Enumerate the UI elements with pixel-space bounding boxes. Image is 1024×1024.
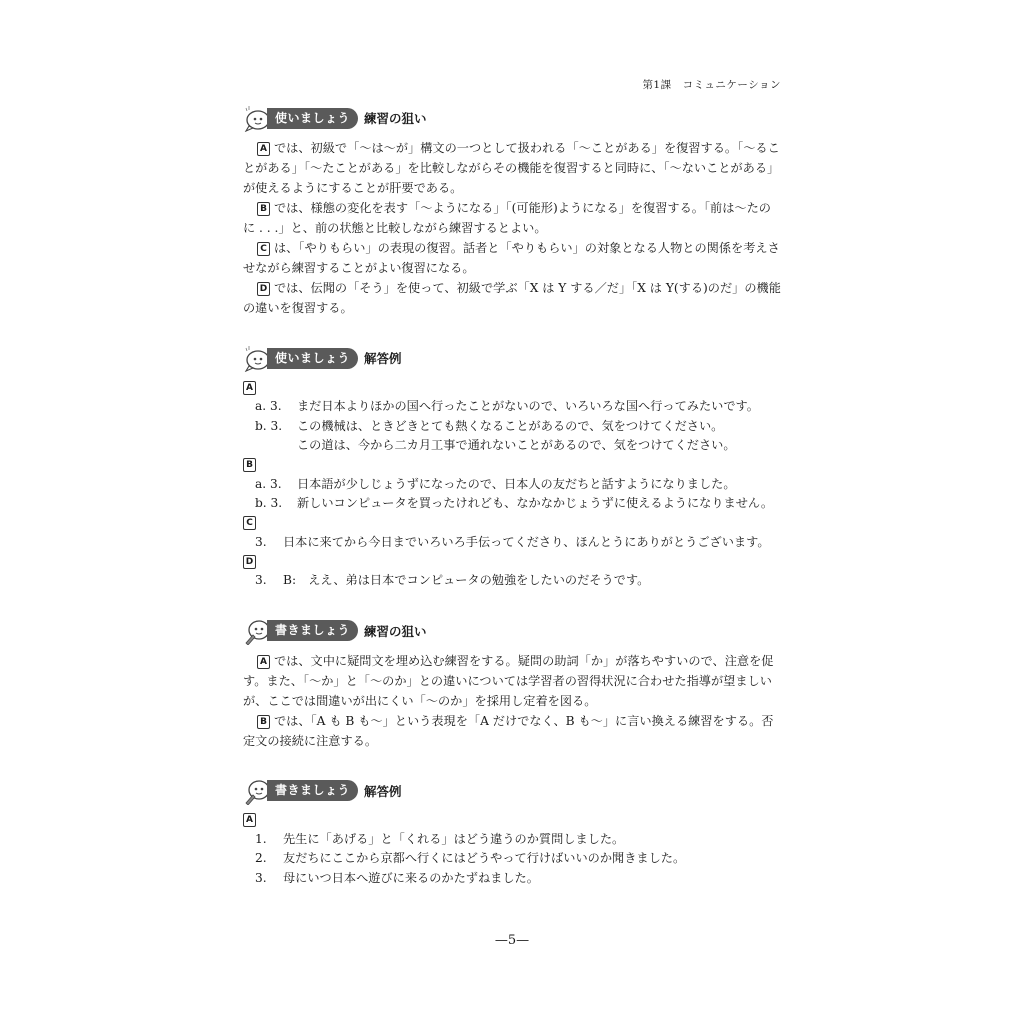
item-badge: B (257, 715, 270, 729)
item-badge: B (243, 458, 256, 472)
answer-line (243, 475, 783, 495)
section-heading-use-aims (243, 104, 783, 132)
answer-number: 3. (255, 534, 267, 549)
answer-text: まだ日本よりほかの国へ行ったことがないので、いろいろな国へ行ってみたいです。 (297, 399, 759, 413)
answer-line (243, 417, 783, 437)
answer-number: a. 3. (255, 399, 282, 413)
paragraph-text: では、初級で「〜は〜が」構文の一つとして扱われる「〜ことがある」を復習する。「〜ることがある」「〜たことがある」を比較しながらその機能を復習すると同時に、「〜ないことがある」が使えるようにすることが肝要である。 (243, 141, 780, 195)
answer-line (243, 849, 783, 869)
section-heading-write-answers (243, 777, 783, 805)
section-body (243, 138, 783, 318)
section-title: 解答例 (364, 351, 402, 366)
section-heading-use-answers (243, 344, 783, 372)
answer-line (243, 571, 783, 591)
section-title: 練習の狙い (364, 623, 427, 639)
item-badge: B (257, 202, 270, 216)
answer-text: 友だちにここから京都へ行くにはどうやって行けばいいのか聞きました。 (283, 851, 686, 865)
paragraph (243, 238, 783, 278)
answer-number: 2. (255, 851, 267, 865)
answer-number: b. 3. (255, 418, 283, 433)
paragraph (243, 138, 783, 198)
item-badge: C (243, 516, 256, 530)
answer-number: 3. (255, 573, 267, 587)
answer-number: 3. (255, 870, 267, 885)
page-number: —5— (494, 933, 530, 948)
section-title: 練習の狙い (364, 111, 427, 126)
page-content (243, 102, 783, 888)
answer-text: 日本に来てから今日までいろいろ手伝ってくださり、ほんとうにありがとうございます。 (283, 534, 770, 549)
answer-line (243, 830, 783, 850)
answer-group-c (243, 514, 783, 553)
item-badge: A (243, 381, 256, 395)
item-badge: A (257, 655, 270, 669)
answer-group-b (243, 456, 783, 514)
answer-text: 先生に「あげる」と「くれる」はどう違うのか質問しました。 (283, 831, 625, 846)
item-badge: C (257, 242, 270, 256)
paragraph-text: では、様態の変化を表す「〜ようになる」「(可能形)ようになる」を復習する。「前は〜たのに . . .」と、前の状態と比較しながら練習するとよい。 (243, 201, 771, 235)
paragraph-text: は、「やりもらい」の表現の復習。話者と「やりもらい」の対象となる人物との関係を考えさせながら練習することがよい復習になる。 (243, 241, 780, 275)
section-body (243, 651, 783, 751)
section-pill-label: 使いましょう (267, 348, 358, 369)
item-badge: D (257, 282, 270, 296)
paragraph-text: では、伝聞の「そう」を使って、初級で学ぶ「X は Y する／だ」「X は Y(する)のだ」の機能の違いを復習する。 (243, 281, 781, 315)
section-pill-label: 書きましょう (267, 620, 358, 641)
answer-number: 1. (255, 831, 267, 846)
section-pill-label: 書きましょう (267, 780, 358, 801)
paragraph (243, 198, 783, 238)
running-header: 第1課 コミュニケーション (642, 79, 781, 91)
paragraph (243, 711, 783, 751)
section-title: 解答例 (364, 783, 402, 799)
answer-text: この機械は、ときどきとても熱くなることがあるので、気をつけてください。 (297, 418, 724, 433)
item-badge: A (257, 142, 270, 156)
answer-text: B: ええ、弟は日本でコンピュータの勉強をしたいのだそうです。 (283, 573, 650, 587)
answer-text: 日本語が少しじょうずになったので、日本人の友だちと話すようになりました。 (297, 476, 736, 491)
answer-line (243, 436, 783, 456)
section-heading-write-aims (243, 617, 783, 645)
answer-group-a (243, 378, 783, 456)
item-badge: D (243, 555, 256, 569)
paragraph (243, 651, 783, 711)
answer-line (243, 397, 783, 417)
answer-group-a (243, 811, 783, 889)
answer-text: 母にいつ日本へ遊びに来るのかたずねました。 (283, 870, 539, 885)
paragraph-text: では、文中に疑問文を埋め込む練習をする。疑問の助詞「か」が落ちやすいので、注意を促す。また、「〜か」と「〜のか」との違いについては学習者の習得状況に合わせた指導が望ましいが、ここでは間違いが出にくい「〜のか」を採用し定着を図る。 (243, 653, 774, 708)
answer-number: a. 3. (255, 476, 282, 491)
paragraph-text: では、「A も B も〜」という表現を「A だけでなく、B も〜」に言い換える練習をする。否定文の接続に注意する。 (243, 713, 774, 748)
answer-line (243, 494, 783, 514)
item-badge: A (243, 813, 256, 827)
answer-line (243, 533, 783, 553)
answer-group-d (243, 552, 783, 591)
section-pill-label: 使いましょう (267, 108, 358, 129)
answer-text: 新しいコンピュータを買ったけれども、なかなかじょうずに使えるようになりません。 (297, 496, 774, 510)
answer-number: b. 3. (255, 496, 283, 510)
answer-text: この道は、今から二カ月工事で通れないことがあるので、気をつけてください。 (297, 438, 736, 452)
answer-line (243, 869, 783, 889)
paragraph (243, 278, 783, 318)
